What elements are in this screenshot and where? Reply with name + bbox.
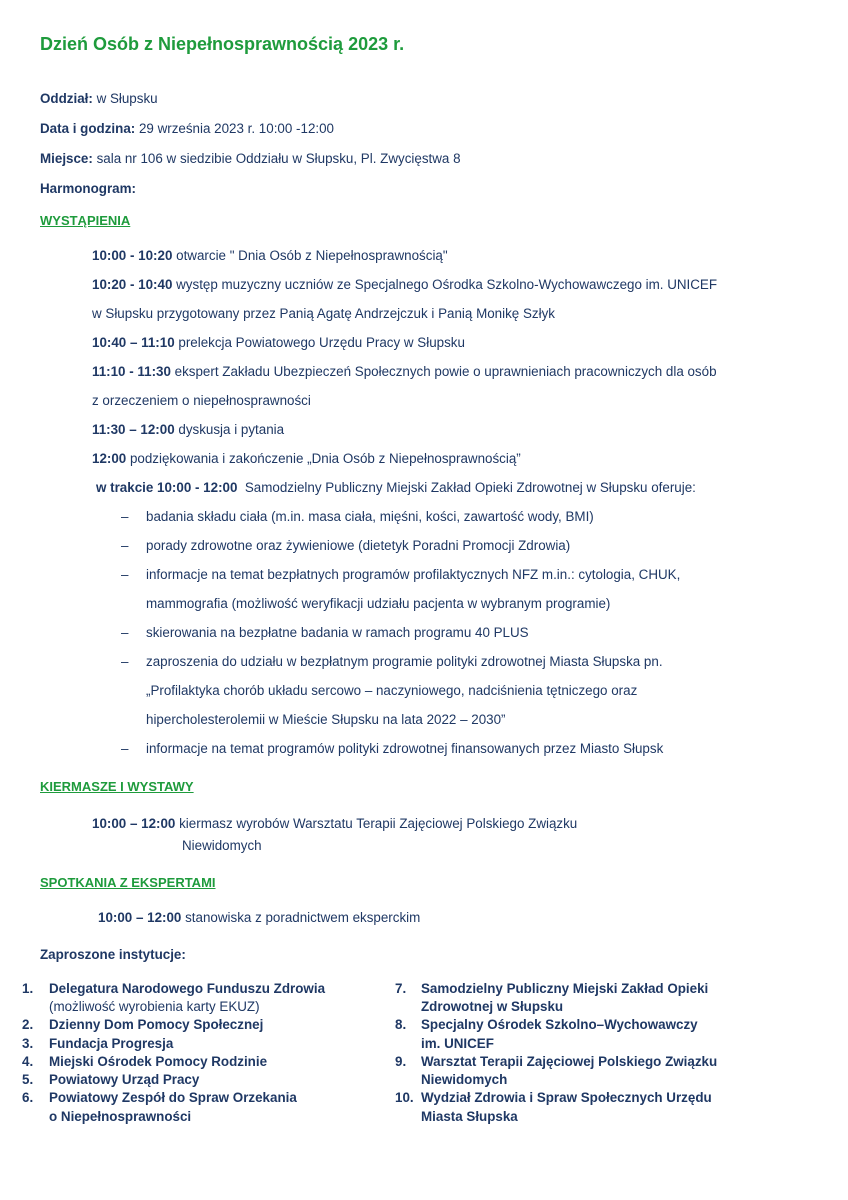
- talk-time: 11:10 - 11:30: [92, 364, 171, 379]
- branch-value: w Słupsku: [96, 91, 158, 106]
- branch-line: [40, 91, 158, 106]
- institution-number: 5.: [22, 1072, 34, 1087]
- offer-item: informacje na temat programów polityki zdrowotnej finansowanych przez Miasto Słupsk: [146, 741, 664, 756]
- schedule-line: [40, 181, 136, 196]
- experts-time: 10:00 – 12:00: [98, 910, 182, 925]
- talk-item: [92, 422, 284, 437]
- datetime-value: 29 września 2023 r. 10:00 -12:00: [138, 121, 335, 136]
- talks-heading: WYSTĄPIENIA: [40, 213, 131, 228]
- schedule-label: Harmonogram:: [40, 181, 136, 196]
- during-text: Samodzielny Publiczny Miejski Zakład Opieki Zdrowotnej w Słupsku oferuje:: [237, 480, 696, 495]
- place-line: [40, 151, 461, 166]
- institution-number: 7.: [395, 981, 407, 996]
- institution-number: 3.: [22, 1036, 34, 1051]
- institution-number: 6.: [22, 1090, 34, 1105]
- talk-text: dyskusja i pytania: [174, 422, 285, 437]
- talk-time: 11:30 – 12:00: [92, 422, 175, 437]
- talk-item-continuation: w Słupsku przygotowany przez Panią Agatę Andrzejczuk i Panią Monikę Szłyk: [92, 306, 555, 321]
- institution-number: 10.: [395, 1090, 414, 1105]
- talk-item: [92, 364, 717, 379]
- datetime-line: [40, 121, 334, 136]
- talk-item: [92, 335, 465, 350]
- institution-number: 2.: [22, 1017, 34, 1032]
- page-title: Dzień Osób z Niepełnosprawnością 2023 r.: [40, 34, 405, 54]
- institution-note: (możliwość wyrobienia karty EKUZ): [49, 999, 260, 1014]
- experts-heading: SPOTKANIA Z EKSPERTAMI: [40, 875, 216, 890]
- institution-name-continuation: o Niepełnosprawności: [49, 1109, 192, 1124]
- experts-item: [98, 910, 420, 925]
- offer-item: zaproszenia do udziału w bezpłatnym programie polityki zdrowotnej Miasta Słupska pn.: [146, 654, 663, 669]
- talk-text: występ muzyczny uczniów ze Specjalnego Ośrodka Szkolno-Wychowawczego im. UNICEF: [172, 277, 718, 292]
- offer-item: informacje na temat bezpłatnych programów profilaktycznych NFZ m.in.: cytologia, CHUK,: [146, 567, 681, 582]
- institution-name: Miejski Ośrodek Pomocy Rodzinie: [49, 1054, 268, 1069]
- fairs-item: [92, 816, 577, 831]
- talk-text: podziękowania i zakończenie „Dnia Osób z Niepełnosprawnością”: [126, 451, 521, 466]
- offer-item-continuation: hipercholesterolemii w Mieście Słupsku na lata 2022 – 2030”: [146, 712, 506, 727]
- institution-number: 1.: [22, 981, 34, 996]
- institution-name: Warsztat Terapii Zajęciowej Polskiego Związku: [421, 1054, 718, 1069]
- institution-name: Powiatowy Zespół do Spraw Orzekania: [49, 1090, 297, 1105]
- place-value: sala nr 106 w siedzibie Oddziału w Słupsku, Pl. Zwycięstwa 8: [96, 151, 461, 166]
- institution-name: Fundacja Progresja: [49, 1036, 174, 1051]
- institution-name: Wydział Zdrowia i Spraw Społecznych Urzędu: [421, 1090, 712, 1105]
- offer-item-continuation: „Profilaktyka chorób układu sercowo – naczyniowego, nadciśnienia tętniczego oraz: [146, 683, 638, 698]
- talk-item: [92, 277, 717, 292]
- experts-text: stanowiska z poradnictwem eksperckim: [181, 910, 421, 925]
- fairs-text: kiermasz wyrobów Warsztatu Terapii Zajęciowej Polskiego Związku: [175, 816, 578, 831]
- dash-bullet: –: [121, 654, 129, 669]
- talk-item: [92, 451, 521, 466]
- fairs-time: 10:00 – 12:00: [92, 816, 176, 831]
- institution-name-continuation: Niewidomych: [421, 1072, 508, 1087]
- branch-label: Oddział:: [40, 91, 93, 106]
- during-time: w trakcie 10:00 - 12:00: [96, 480, 238, 495]
- institution-name: Samodzielny Publiczny Miejski Zakład Opieki: [421, 981, 709, 996]
- institution-name-continuation: Zdrowotnej w Słupsku: [421, 999, 564, 1014]
- talk-time: 12:00: [92, 451, 127, 466]
- talk-text: otwarcie " Dnia Osób z Niepełnosprawnością": [172, 248, 448, 263]
- place-label: Miejsce:: [40, 151, 93, 166]
- institution-number: 4.: [22, 1054, 34, 1069]
- dash-bullet: –: [121, 538, 129, 553]
- institution-number: 8.: [395, 1017, 407, 1032]
- talk-item: [92, 248, 448, 263]
- dash-bullet: –: [121, 509, 129, 524]
- talk-item-continuation: z orzeczeniem o niepełnosprawności: [92, 393, 311, 408]
- dash-bullet: –: [121, 567, 129, 582]
- talk-text: prelekcja Powiatowego Urzędu Pracy w Słupsku: [174, 335, 465, 350]
- datetime-label: Data i godzina:: [40, 121, 136, 136]
- talk-time: 10:20 - 10:40: [92, 277, 173, 292]
- offer-item: skierowania na bezpłatne badania w ramach programu 40 PLUS: [146, 625, 529, 640]
- offer-item: badania składu ciała (m.in. masa ciała, mięśni, kości, zawartość wody, BMI): [146, 509, 594, 524]
- during-line: [96, 480, 696, 495]
- offer-item: porady zdrowotne oraz żywieniowe (dietetyk Poradni Promocji Zdrowia): [146, 538, 571, 553]
- fairs-item-continuation: Niewidomych: [182, 838, 262, 853]
- offer-item-continuation: mammografia (możliwość weryfikacji udziału pacjenta w wybranym programie): [146, 596, 611, 611]
- institution-name: Specjalny Ośrodek Szkolno–Wychowawczy: [421, 1017, 698, 1032]
- institution-name: Dzienny Dom Pomocy Społecznej: [49, 1017, 264, 1032]
- institution-name-continuation: Miasta Słupska: [421, 1109, 518, 1124]
- dash-bullet: –: [121, 625, 129, 640]
- institution-name: Powiatowy Urząd Pracy: [49, 1072, 200, 1087]
- talk-time: 10:40 – 11:10: [92, 335, 175, 350]
- institutions-heading: Zaproszone instytucje:: [40, 947, 186, 962]
- institution-number: 9.: [395, 1054, 407, 1069]
- dash-bullet: –: [121, 741, 129, 756]
- fairs-heading: KIERMASZE I WYSTAWY: [40, 779, 194, 794]
- institution-name-continuation: im. UNICEF: [421, 1036, 494, 1051]
- institution-name: Delegatura Narodowego Funduszu Zdrowia: [49, 981, 326, 996]
- talk-text: ekspert Zakładu Ubezpieczeń Społecznych powie o uprawnieniach pracowniczych dla osób: [170, 364, 717, 379]
- talk-time: 10:00 - 10:20: [92, 248, 173, 263]
